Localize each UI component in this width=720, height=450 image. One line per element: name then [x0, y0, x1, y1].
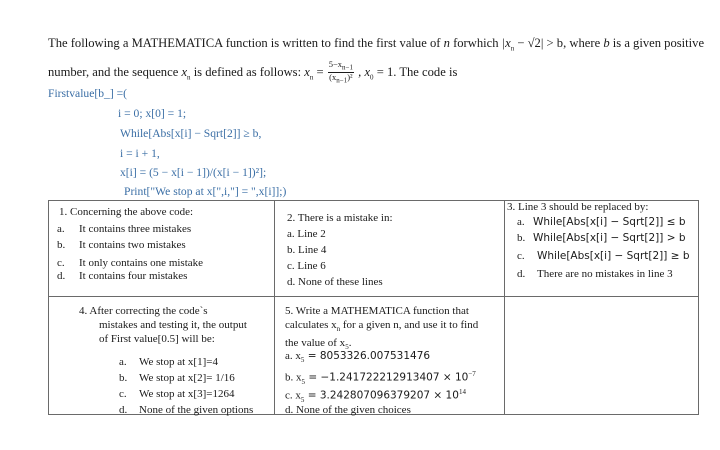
- question-1-cell: [49, 201, 275, 297]
- question-3-option-a[interactable]: a. While[Abs[x[i] − Sqrt[2]] ≤ b: [517, 216, 686, 228]
- question-2-option-b[interactable]: b. Line 4: [287, 244, 327, 256]
- question-5-option-d[interactable]: d. None of the given choices: [285, 404, 411, 416]
- question-table: [48, 200, 699, 415]
- question-5-cell: [275, 297, 505, 415]
- question-4-title: 4. After correcting the code`s mistakes and testing it, the output of First value[0.5] will be:: [79, 305, 247, 345]
- question-4-options: [119, 355, 253, 419]
- question-5-title: 5. Write a MATHEMATICA function that calculates $x_n$ for a given n, and use it to find the value of $x_5$.: [285, 305, 479, 352]
- intro-line-1: The following a MATHEMATICA function is written to find the first value of n forwhich $|x_n - √2| > b$, where b is a given positive: [48, 36, 705, 53]
- question-1-option-c[interactable]: c. It only contains one mistake: [57, 257, 204, 269]
- code-line-4: i = i + 1,: [120, 147, 160, 160]
- question-2-options: [287, 227, 383, 291]
- question-1-option-d[interactable]: d. It contains four mistakes: [57, 270, 188, 282]
- question-5-option-c[interactable]: c. $x_5 = 3.242807096379207 \times 10^{14}$: [285, 388, 466, 404]
- question-2-option-d[interactable]: d. None of these lines: [287, 276, 383, 288]
- question-4-option-a[interactable]: a. We stop at x[1]=4: [119, 356, 218, 368]
- question-5-option-b[interactable]: b. $x_5 = -1.241722212913407 \times 10^{-7}$: [285, 370, 476, 386]
- question-1-option-a[interactable]: a. It contains three mistakes: [57, 223, 192, 235]
- question-4-option-d[interactable]: d. None of the given options: [119, 404, 254, 416]
- question-2-cell: [275, 201, 505, 297]
- question-3-options: [517, 215, 690, 283]
- question-3-option-c[interactable]: c. While[Abs[x[i] − Sqrt[2]] ≥ b: [517, 250, 690, 262]
- code-line-2: i = 0; x[0] = 1;: [118, 107, 187, 120]
- question-4-option-b[interactable]: b. We stop at x[2]= 1/16: [119, 372, 235, 384]
- question-5-options: [285, 349, 476, 419]
- code-line-3: While[Abs[x[i] − Sqrt[2]] ≥ b,: [120, 127, 262, 140]
- empty-cell: [505, 297, 699, 415]
- question-4-cell: [49, 297, 275, 415]
- recurrence-fraction: $\frac{5-x_{n-1}}{(x_{n-1})^2}$: [328, 58, 353, 85]
- code-line-5: x[i] = (5 − x[i − 1])/(x[i − 1])²];: [120, 166, 267, 179]
- code-line-1: Firstvalue[b_] =(: [48, 87, 127, 100]
- question-4-option-c[interactable]: c. We stop at x[3]=1264: [119, 388, 235, 400]
- question-3-option-b[interactable]: b. While[Abs[x[i] − Sqrt[2]] > b: [517, 232, 686, 244]
- intro-line-2: number, and the sequence $x_n$ is defined as follows: $x_n$ = $\frac{5-x_{n-1}}{(x_{n-1})^2}$ , $x_0 = 1$. The code is: [48, 58, 458, 85]
- question-5-option-a[interactable]: a. $x_5 = 8053326.007531476$: [285, 350, 431, 365]
- inequality: $|x_n - √2| > b$,: [501, 36, 567, 53]
- question-3-cell: [505, 201, 699, 297]
- question-3-option-d[interactable]: d. There are no mistakes in line 3: [517, 268, 673, 280]
- question-3-title: 3. Line 3 should be replaced by:: [507, 201, 649, 213]
- question-2-option-c[interactable]: c. Line 6: [287, 260, 326, 272]
- question-1-option-b[interactable]: b. It contains two mistakes: [57, 239, 186, 251]
- code-line-6: Print["We stop at x[",i,"] = ",x[i]];): [124, 185, 287, 198]
- question-2-option-a[interactable]: a. Line 2: [287, 228, 326, 240]
- question-2-title: 2. There is a mistake in:: [287, 212, 393, 224]
- problem-statement: [48, 33, 708, 88]
- question-1-title: 1. Concerning the above code:: [59, 206, 194, 218]
- question-1-options: [57, 222, 203, 283]
